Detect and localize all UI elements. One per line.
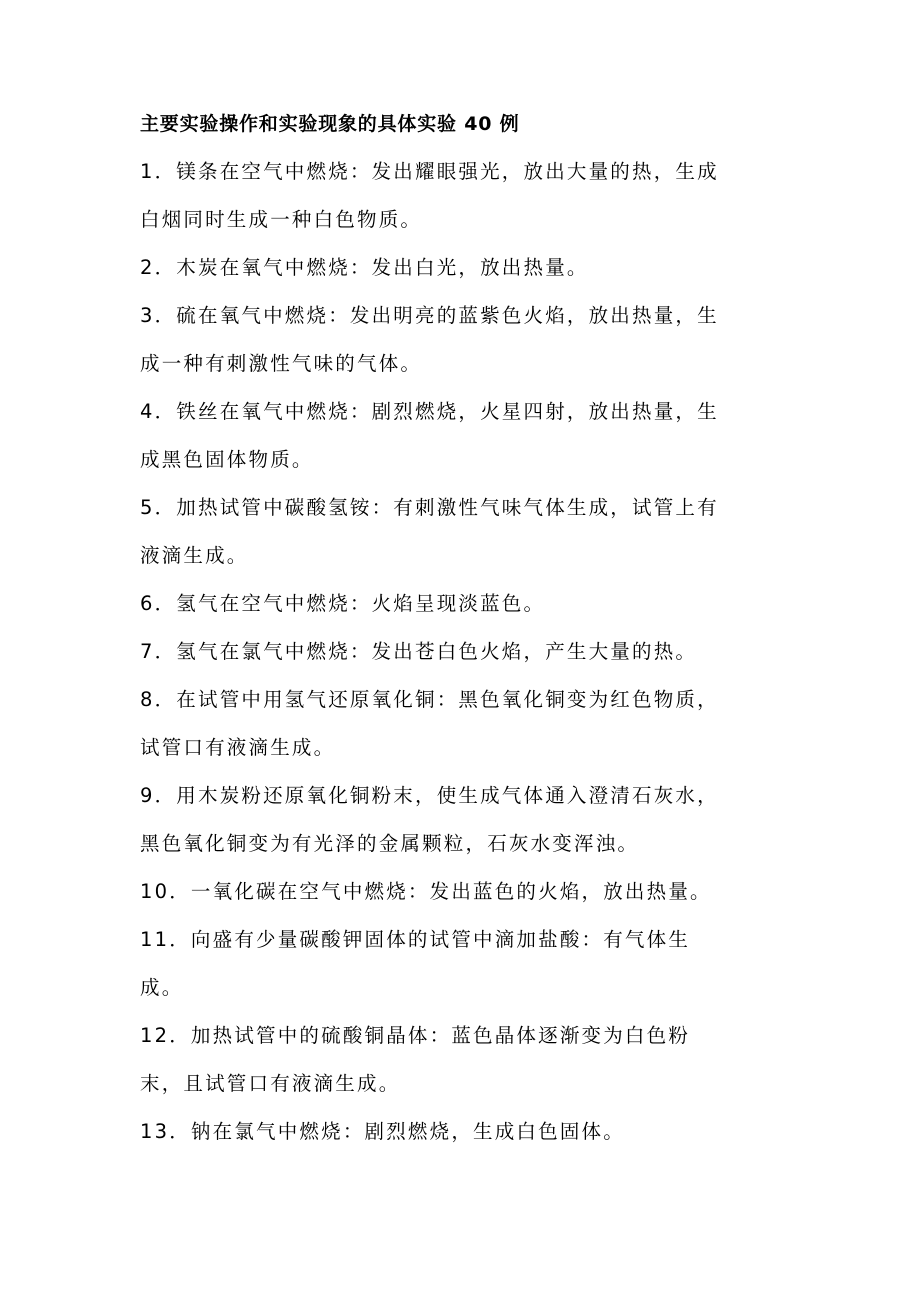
item-line: 末，且试管口有液滴生成。	[140, 1072, 401, 1095]
item-line: 10．一氧化碳在空气中燃烧：发出蓝色的火焰，放出热量。	[140, 880, 712, 903]
item-line: 3．硫在氧气中燃烧：发出明亮的蓝紫色火焰，放出热量，生	[140, 304, 719, 327]
item-line: 6．氢气在空气中燃烧：火焰呈现淡蓝色。	[140, 592, 546, 615]
item-line: 12．加热试管中的硫酸铜晶体：蓝色晶体逐渐变为白色粉	[140, 1024, 691, 1047]
item-line: 白烟同时生成一种白色物质。	[140, 208, 423, 231]
list-item-7	[140, 640, 785, 664]
list-item-10	[140, 880, 785, 904]
list-item-11	[140, 928, 785, 1000]
document-title: 主要实验操作和实验现象的具体实验 40 例	[140, 113, 520, 135]
document-page	[140, 112, 785, 1168]
item-line: 成。	[140, 976, 184, 999]
item-line: 2．木炭在氧气中燃烧：发出白光，放出热量。	[140, 256, 589, 279]
item-line: 9．用木炭粉还原氧化铜粉末，使生成气体通入澄清石灰水，	[140, 784, 719, 807]
item-line: 8．在试管中用氢气还原氧化铜：黑色氧化铜变为红色物质，	[140, 688, 719, 711]
item-line: 1．镁条在空气中燃烧：发出耀眼强光，放出大量的热，生成	[140, 160, 719, 183]
list-item-5	[140, 496, 785, 568]
list-item-1	[140, 160, 785, 232]
item-line: 13．钠在氯气中燃烧：剧烈燃烧，生成白色固体。	[140, 1120, 625, 1143]
list-item-6	[140, 592, 785, 616]
list-item-2	[140, 256, 785, 280]
list-item-9	[140, 784, 785, 856]
item-line: 4．铁丝在氧气中燃烧：剧烈燃烧，火星四射，放出热量，生	[140, 400, 719, 423]
item-line: 液滴生成。	[140, 544, 249, 567]
item-line: 成黑色固体物质。	[140, 448, 314, 471]
list-item-8	[140, 688, 785, 760]
item-line: 11．向盛有少量碳酸钾固体的试管中滴加盐酸：有气体生	[140, 928, 691, 951]
list-item-4	[140, 400, 785, 472]
item-line: 5．加热试管中碳酸氢铵：有刺激性气味气体生成，试管上有	[140, 496, 719, 519]
list-item-13	[140, 1120, 785, 1144]
list-item-3	[140, 304, 785, 376]
item-line: 黑色氧化铜变为有光泽的金属颗粒，石灰水变浑浊。	[140, 832, 640, 855]
item-line: 成一种有刺激性气味的气体。	[140, 352, 423, 375]
item-line: 7．氢气在氯气中燃烧：发出苍白色火焰，产生大量的热。	[140, 640, 698, 663]
item-line: 试管口有液滴生成。	[140, 736, 336, 759]
list-item-12	[140, 1024, 785, 1096]
